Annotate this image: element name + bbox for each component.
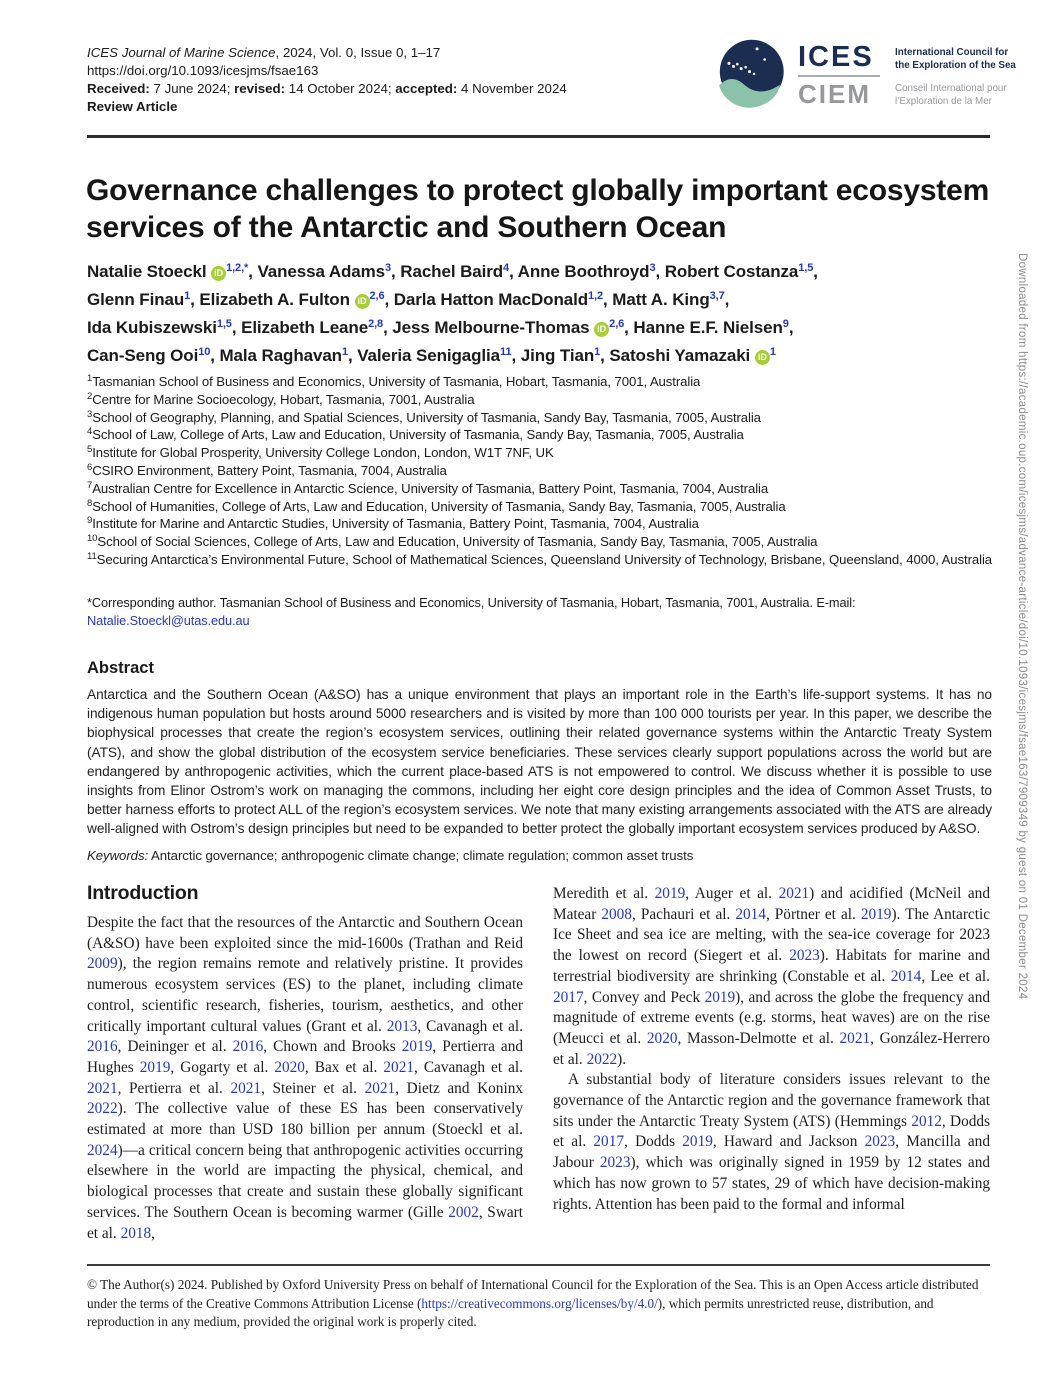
- citation-link[interactable]: 2020: [274, 1058, 305, 1076]
- license-footer: © The Author(s) 2024. Published by Oxford University Press on behalf of International Council for the Exploration of the Sea. This is an Open Access article distributed under the terms of the Creative Commons Attribution License (https://creativecommons.org/licenses/by/4.0/), which permits unrestricted reuse, distribution, and reproduction in any medium, provided the original work is properly cited.: [87, 1277, 979, 1330]
- intro-paragraph-2: A substantial body of literature considers issues relevant to the governance of the Antarctic region and the governance framework that sits under the Antarctic Treaty System (ATS) (Hemmings 2012, Dodds et al. 2017, Dodds 2019, Haward and Jackson 2023, Mancilla and Jabour 2023), which was originally signed in 1959 by 12 states and which has now grown to 57 states, 29 of which have decision-making rights. Attention has been paid to the formal and informal: [553, 1071, 991, 1213]
- affiliation-list: [87, 373, 992, 569]
- citation-link[interactable]: 2022: [87, 1100, 118, 1118]
- affiliation-text: School of Social Sciences, College of Arts, Law and Education, University of Tasmania, Sandy Bay, Tasmania, 7005, Australia: [97, 534, 818, 550]
- affiliation: [87, 480, 992, 498]
- corresponding-author-note: *Corresponding author. Tasmanian School of Business and Economics, University of Tasmania, Hobart, Tasmania, 7001, Australia. E-mail: Natalie.Stoeckl@utas.edu.au: [87, 595, 856, 628]
- ices-acronym: ICES: [798, 41, 874, 73]
- citation-link[interactable]: 2021: [364, 1079, 396, 1097]
- italic-text: Keywords:: [87, 847, 149, 863]
- affiliation-ref: 2,6: [369, 290, 385, 302]
- hyperlink[interactable]: Natalie.Stoeckl@utas.edu.au: [87, 612, 250, 628]
- affiliation-number: 7: [87, 479, 93, 491]
- affiliation: [87, 498, 992, 516]
- citation-link[interactable]: 2021: [839, 1029, 871, 1047]
- affiliation-number: 5: [87, 444, 93, 456]
- affiliation: [87, 533, 992, 551]
- citation-link[interactable]: 2022: [586, 1050, 618, 1068]
- citation-link[interactable]: 2017: [593, 1133, 624, 1151]
- citation-link[interactable]: 2023: [864, 1133, 896, 1151]
- affiliation: [87, 426, 992, 444]
- author-line: Natalie Stoeckl iD $^{1,2,*}$, Vanessa Adams$^3$, Rachel Baird$^4$, Anne Boothroyd$^3$, Robert Costanza$^{1,5}$,: [87, 262, 818, 281]
- affiliation-number: 11: [87, 550, 97, 562]
- orcid-icon[interactable]: iD: [355, 294, 370, 309]
- citation-link[interactable]: 2012: [911, 1112, 942, 1130]
- affiliation-ref: 1,5: [798, 262, 814, 274]
- author-line: Glenn Finau$^1$, Elizabeth A. Fulton iD $^{2,6}$, Darla Hatton MacDonald$^{1,2}$, Matt A. King$^{3,7}$,: [87, 290, 730, 309]
- affiliation: [87, 373, 992, 391]
- abstract-heading: Abstract: [87, 659, 154, 677]
- citation-link[interactable]: 2019: [401, 1038, 433, 1056]
- affiliation-ref: 2,6: [609, 318, 625, 330]
- citation-link[interactable]: 2020: [646, 1029, 678, 1047]
- orcid-icon[interactable]: iD: [211, 266, 226, 281]
- affiliation-number: 8: [87, 497, 93, 509]
- affiliation-number: 4: [87, 426, 93, 438]
- citation-link[interactable]: 2009: [87, 955, 118, 973]
- affiliation-number: 9: [87, 515, 93, 527]
- affiliation-ref: 1: [341, 346, 348, 358]
- affiliation-ref: 2,8: [368, 318, 384, 330]
- footer-rule: [87, 1264, 990, 1266]
- affiliation-number: 6: [87, 461, 93, 473]
- affiliation-text: School of Law, College of Arts, Law and Education, University of Tasmania, Sandy Bay, Tasmania, 7005, Australia: [92, 427, 744, 443]
- citation-link[interactable]: 2024: [87, 1141, 118, 1159]
- affiliation-text: Institute for Global Prosperity, University College London, London, W1T 7NF, UK: [92, 445, 554, 461]
- hyperlink[interactable]: https://creativecommons.org/licenses/by/4.0/: [421, 1295, 658, 1311]
- affiliation-ref: 1,2: [588, 290, 604, 302]
- author-list: [87, 258, 997, 370]
- bold-label: Received:: [87, 81, 150, 96]
- affiliation-ref: 1: [594, 346, 601, 358]
- citation-link[interactable]: 2014: [890, 967, 922, 985]
- affiliation-number: 10: [87, 533, 98, 545]
- citation-link[interactable]: 2008: [601, 905, 632, 923]
- article-body: [87, 882, 990, 1244]
- affiliation-ref: 11: [500, 346, 512, 358]
- download-watermark: Downloaded from https://academic.oup.com/icesjms/advance-article/doi/10.1093/icesjms/fsae163/7909349 by guest on 01 December 2024: [1016, 253, 1028, 1000]
- affiliation-ref: 1: [184, 290, 191, 302]
- affiliation-ref: 3: [649, 262, 656, 274]
- affiliation: [87, 515, 992, 533]
- citation-link[interactable]: 2019: [860, 905, 892, 923]
- affiliation: [87, 409, 992, 427]
- introduction-heading: Introduction: [87, 882, 199, 904]
- orcid-icon[interactable]: iD: [594, 322, 609, 337]
- ices-name-english: International Council for the Exploration of the Sea: [895, 47, 1016, 71]
- citation-link[interactable]: 2019: [139, 1058, 171, 1076]
- logo-divider: [798, 75, 880, 77]
- citation-link[interactable]: 2016: [87, 1038, 118, 1056]
- journal-citation-line: ICES Journal of Marine Science, 2024, Vol. 0, Issue 0, 1–17: [87, 45, 441, 60]
- abstract-section: [87, 659, 992, 865]
- citation-link[interactable]: 2021: [230, 1079, 262, 1097]
- citation-link[interactable]: 2002: [448, 1203, 479, 1221]
- affiliation-text: School of Humanities, College of Arts, Law and Education, University of Tasmania, Sandy Bay, Tasmania, 7005, Australia: [92, 498, 786, 514]
- italic-text: ICES Journal of Marine Science: [87, 45, 276, 60]
- intro-paragraph-1-cont: Meredith et al. 2019, Auger et al. 2021) and acidified (McNeil and Matear 2008, Pachauri et al. 2014, Pörtner et al. 2019). The Antarctic Ice Sheet and sea ice are melting, with the sea-ice coverage for 2023 the lowest on record (Siegert et al. 2023). Habitats for marine and terrestrial biodiversity are shrinking (Constable et al. 2014, Lee et al. 2017, Convey and Peck 2019), and across the globe the frequency and magnitude of extreme events (e.g. storms, heat waves) are on the rise (Meucci et al. 2020, Masson-Delmotte et al. 2021, González-Herrero et al. 2022).: [553, 885, 991, 1068]
- affiliation: [87, 462, 992, 480]
- header-rule: [87, 135, 990, 138]
- affiliation: [87, 391, 992, 409]
- citation-link[interactable]: 2023: [599, 1154, 631, 1172]
- doi-line: https://doi.org/10.1093/icesjms/fsae163: [87, 63, 319, 78]
- ciem-acronym: CIEM: [798, 79, 871, 109]
- body-column-left: [87, 882, 523, 1244]
- affiliation-text: Australian Centre for Excellence in Antarctic Science, University of Tasmania, Battery Point, Tasmania, 7004, Australia: [92, 480, 769, 496]
- affiliation: [87, 551, 992, 569]
- affiliation-ref: 3,7: [709, 290, 725, 302]
- orcid-icon[interactable]: iD: [755, 350, 770, 365]
- citation-link[interactable]: 2023: [789, 947, 820, 965]
- article-type-label: Review Article: [87, 99, 178, 114]
- citation-link[interactable]: 2019: [682, 1133, 713, 1151]
- citation-link[interactable]: 2016: [232, 1038, 264, 1056]
- ices-name-french: Conseil International pour l’Exploration de la Mer: [895, 83, 1007, 107]
- citation-link[interactable]: 2021: [87, 1079, 118, 1097]
- affiliation-text: Institute for Marine and Antarctic Studies, University of Tasmania, Battery Point, Tasmania, 7004, Australia: [92, 516, 699, 532]
- keywords-line: Keywords: Antarctic governance; anthropogenic climate change; climate regulation; common asset trusts: [87, 847, 694, 863]
- affiliation-ref: 1: [769, 346, 776, 358]
- affiliation-text: CSIRO Environment, Battery Point, Tasmania, 7004, Australia: [92, 462, 447, 478]
- ices-logo-names: [895, 38, 1016, 108]
- affiliation-ref: 3: [385, 262, 392, 274]
- ices-logo-mark: [713, 38, 789, 116]
- citation-link[interactable]: 2017: [553, 988, 584, 1006]
- intro-paragraph-1: Despite the fact that the resources of the Antarctic and Southern Ocean (A&SO) have been exploited since the mid-1600s (Trathan and Reid 2009), the region remains remote and relatively pristine. It provides numerous ecosystem services (ES) to the planet, including climate control, scientific research, fisheries, tourism, aesthetics, and other critically important cultural values (Grant et al. 2013, Cavanagh et al. 2016, Deininger et al. 2016, Chown and Brooks 2019, Pertierra and Hughes 2019, Gogarty et al. 2020, Bax et al. 2021, Cavanagh et al. 2021, Pertierra et al. 2021, Steiner et al. 2021, Dietz and Koninx 2022). The collective value of these ES has been conservatively estimated at more than USD 180 billion per annum (Stoeckl et al. 2024)—a critical concern being that anthropogenic activities occurring elsewhere in the world are impacting the physical, chemical, and biological processes that create and sustain these globally significant services. The Southern Ocean is becoming warmer (Gille 2002, Swart et al. 2018,: [87, 914, 523, 1242]
- affiliation-ref: 1,2,*: [226, 262, 249, 274]
- affiliation: [87, 444, 992, 462]
- history-line: Received: 7 June 2024; revised: 14 October 2024; accepted: 4 November 2024: [87, 81, 567, 96]
- bold-label: accepted:: [395, 81, 458, 96]
- affiliation-number: 1: [87, 373, 93, 384]
- masthead-left: [87, 44, 567, 116]
- citation-link[interactable]: 2018: [120, 1224, 152, 1242]
- article-title: Governance challenges to protect globally important ecosystem services of the Antarctic and Southern Ocean: [86, 174, 990, 244]
- abstract-text: Antarctica and the Southern Ocean (A&SO) has a unique environment that plays an important role in the Earth’s life-support systems. It has no indigenous human population but hosts around 5000 researchers and is visited by more than 100 000 tourists per year. In this paper, we describe the biophysical processes that create the region’s ecosystem services, outlining their related governance systems within the Antarctic Treaty System (ATS), and show the global distribution of the ecosystem service beneficiaries. These services clearly support populations across the world but are endangered by anthropogenic activities, which the current place-based ATS is not empowered to control. We discuss whether it is possible to use insights from Elinor Ostrom’s work on managing the commons, including her eight core design principles and the idea of Common Asset Trusts, to better harness efforts to protect ALL of the region’s ecosystem services. We note that many existing arrangements associated with the ATS are already well-aligned with Ostrom’s design principles but need to be expanded to better protect the globally important ecosystem services produced by A&SO.: [87, 687, 992, 837]
- citation-link[interactable]: 2021: [383, 1058, 414, 1076]
- affiliation-text: Securing Antarctica’s Environmental Future, School of Mathematical Sciences, Queensland University of Technology, Brisbane, Queensland, 4000, Australia: [96, 551, 993, 567]
- citation-link[interactable]: 2014: [735, 905, 766, 923]
- author-line: Can-Seng Ooi$^{10}$, Mala Raghavan$^1$, Valeria Senigaglia$^{11}$, Jing Tian$^1$, Satoshi Yamazaki iD $^1$: [87, 346, 776, 365]
- affiliation-ref: 4: [503, 262, 510, 274]
- ices-logo-wordmark: [798, 38, 880, 108]
- affiliation-ref: 1,5: [216, 318, 232, 330]
- affiliation-text: School of Geography, Planning, and Spatial Sciences, University of Tasmania, Sandy Bay, Tasmania, 7005, Australia: [92, 409, 761, 425]
- citation-link[interactable]: 2019: [654, 885, 686, 902]
- affiliation-number: 3: [87, 408, 93, 420]
- affiliation-text: Centre for Marine Socioecology, Hobart, Tasmania, 7001, Australia: [92, 391, 475, 407]
- bold-label: revised:: [234, 81, 286, 96]
- citation-link[interactable]: 2013: [386, 1017, 418, 1035]
- affiliation-ref: 9: [782, 318, 789, 330]
- affiliation-number: 2: [87, 390, 93, 402]
- affiliation-text: Tasmanian School of Business and Economics, University of Tasmania, Hobart, Tasmania, 7001, Australia: [92, 374, 701, 389]
- body-column-right: [553, 882, 990, 1244]
- citation-link[interactable]: 2021: [778, 885, 810, 902]
- author-line: Ida Kubiszewski$^{1,5}$, Elizabeth Leane$^{2,8}$, Jess Melbourne-Thomas iD $^{2,6}$, Hanne E.F. Nielsen$^9$,: [87, 318, 794, 337]
- citation-link[interactable]: 2019: [704, 988, 736, 1006]
- ices-logo: [713, 38, 1016, 116]
- affiliation-ref: 10: [198, 346, 211, 358]
